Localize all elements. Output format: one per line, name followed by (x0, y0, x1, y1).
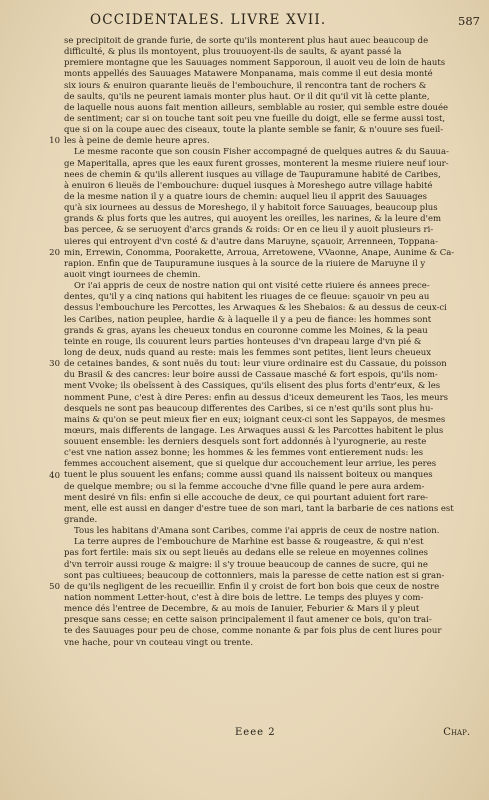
text-line: de quelque membre; ou si la femme accouche d'vne fille quand le pere aura ardem- (64, 481, 425, 492)
text-line: pas fort fertile: mais six ou sept lieuës au dedans elle se releue en moyennes colines (64, 548, 429, 559)
text-line: bas percee, & se seruoyent d'arcs grands & roids: Or en ce lieu il y auoit plusieurs ri- (64, 225, 434, 236)
text-line: de qu'ils negligent de les recueillir. Enfin il y croist de fort bon bois que ceux de nostre (64, 581, 440, 592)
text-line: grands & gras, ayans les cheueux tondus en couronne comme les Moines, & la peau (64, 325, 428, 336)
body-text (49, 36, 469, 649)
line-number-marker: 50 (49, 582, 60, 593)
text-line: c'est vne nation assez bonne; les hommes & les femmes vont entierement nuds: les (64, 448, 424, 459)
text-line: du Brasil & des cancres: leur boire aussi de Cassaue masché & fort espois, qu'ils nom- (64, 370, 438, 381)
text-line: vne hache, pour vn couteau vingt ou trente. (64, 637, 254, 648)
text-line: auoit vingt iournees de chemin. (64, 269, 201, 280)
page-header (70, 12, 480, 32)
text-line: nees de chemin & qu'ils allerent iusques au village de Taupuramune habité de Caribes, (64, 169, 441, 180)
text-line: te des Sauuages pour peu de chose, comme nonante & par fois plus de cent liures pour (64, 626, 442, 637)
text-line: premiere montagne que les Sauuages nomment Sapporoun, il auoit veu de loin de hauts (64, 58, 446, 69)
text-line: tuent le plus souuent les enfans; comme aussi quand ils naissent boiteux ou manques (64, 470, 433, 481)
line-number-marker: 10 (49, 136, 60, 147)
page-footer (70, 727, 470, 743)
text-line: Or i'ai appris de ceux de nostre nation qui ont visité cette riuiere és annees prece- (74, 281, 430, 292)
text-line: mains & qu'on se peut mieux fier en eux; ioignant ceux-ci sont les Sappayos, de mesmes (64, 414, 446, 425)
text-line: les Caribes, nation peuplee, hardie & à laquelle il y a peu de fiance: les hommes sont (64, 314, 432, 325)
text-line: de sentiment; car si on touche tant soit peu vne fueille du doigt, elle se ferme aussi tost, (64, 113, 446, 124)
text-line: La terre aupres de l'embouchure de Marhine est basse & rougeastre, & qui n'est (74, 537, 424, 548)
text-line: les à peine de demie heure apres. (64, 136, 210, 147)
text-line: Le mesme raconte que son cousin Fisher accompagné de quelques autres & du Sauua- (74, 147, 449, 158)
text-line: monts appellés des Sauuages Matawere Monpanama, mais comme il eut desia monté (64, 69, 433, 80)
text-line: nation nomment Letter-hout, c'est à dire bois de lettre. Le temps des pluyes y com- (64, 593, 424, 604)
text-line: grande. (64, 515, 98, 526)
text-line: ment Vvoke; ils obeïssent à des Cassiques, qu'ils elisent des plus forts d'entr'eux, & les (64, 381, 441, 392)
text-line: mœurs, mais differents de langage. Les Arwaques aussi & les Parcottes habitent le plus (64, 425, 444, 436)
text-line: six iours & enuiron quarante lieuës de l'embouchure, il rencontra tant de rochers & (64, 80, 427, 91)
text-line: de saults, qu'ils ne peurent iamais monter plus haut. Or il dit qu'il vit là cette plante, (64, 91, 430, 102)
text-line: souuent ensemble: les derniers desquels sont fort addonnés à l'yurognerie, au reste (64, 437, 427, 448)
text-line: mence dés l'entree de Decembre, & au mois de Ianuier, Feburier & Mars il y pleut (64, 604, 420, 615)
text-line: sont pas cultiuees; beaucoup de cottonniers, mais la paresse de cette nation est si gran- (64, 570, 445, 581)
text-line: presque sans cesse; en cette saison principalement il faut amener ce bois, qu'on trai- (64, 615, 432, 626)
text-line: que si on la coupe auec des ciseaux, toute la plante semble se fanir, & n'ouure ses fueil- (64, 125, 444, 136)
text-line: Tous les habitans d'Amana sont Caribes, comme i'ai appris de ceux de nostre nation. (74, 526, 440, 537)
text-line: rapion. Enfin que de Taupuramune iusques à la source de la riuiere de Maruyne il y (64, 258, 426, 269)
page-number: 587 (458, 14, 480, 28)
text-line: d'vn terroir aussi rouge & maigre: il s'y trouue beaucoup de cannes de sucre, qui ne (64, 559, 428, 570)
text-line: à enuiron 6 lieuës de l'embouchure: duquel iusques à Moreshego autre village habité (64, 180, 433, 191)
text-line: de laquelle nous auons fait mention ailleurs, semblable au rosier, qui semble estre douée (64, 102, 449, 113)
catchword: Chap. (443, 727, 470, 738)
text-line: difficulté, & plus ils montoyent, plus trouuoyent-ils de saults, & ayant passé la (64, 47, 402, 58)
text-line: se precipitoit de grande furie, de sorte qu'ils monterent plus haut auec beaucoup de (64, 36, 429, 46)
text-line: femmes accouchent aisement, que si quelque dur accouchement leur arriue, les peres (64, 459, 437, 470)
text-line: min, Errewin, Conomma, Poorakette, Arroua, Arretowene, VVaonne, Anape, Aunime & Ca- (64, 247, 455, 258)
text-line: nomment Pune, c'est à dire Peres: enfin au dessus d'iceux demeurent les Taos, les meurs (64, 392, 449, 403)
line-number-marker: 30 (49, 359, 60, 370)
text-line: ment, elle est aussi en danger d'estre tuee de son mari, tant la barbarie de ces nations est (64, 503, 454, 514)
text-line: dentes, qu'il y a cinq nations qui habitent les riuages de ce fleuue: sçauoir vn peu au (64, 292, 430, 303)
running-title: OCCIDENTALES. LIVRE XVII. (90, 12, 327, 28)
text-line: qu'à six iournees au dessus de Moreshego, il y habitoit force Sauuages, beaucoup plus (64, 203, 438, 214)
text-line: long de deux, nuds quand au reste: mais les femmes sont petites, lient leurs cheueux (64, 347, 431, 358)
text-line: uieres qui entroyent d'vn costé & d'autre dans Maruyne, sçauoir, Arrenneen, Toppana- (64, 236, 438, 247)
text-line: desquels ne sont pas beaucoup differentes des Caribes, si ce n'est qu'ils sont plus hu- (64, 403, 434, 414)
text-line: ge Maperitalla, apres que les eaux furent grosses, monterent la mesme riuiere neuf iour- (64, 158, 449, 169)
text-line: de cetaines bandes, & sont nuës du tout: leur viure ordinaire est du Cassaue, du poisson (64, 359, 447, 370)
line-number-marker: 20 (49, 247, 60, 258)
signature-mark: Eeee 2 (235, 727, 276, 738)
text-line: teinte en rouge, ils couurent leurs parties honteuses d'vn drapeau large d'vn pié & (64, 336, 422, 347)
text-line: dessus l'embouchure les Percottes, les Arwaques & les Shebaios: & au dessus de ceux-ci (64, 303, 447, 314)
text-line: ment desiré vn fils: enfin si elle accouche de deux, ce qui pourtant aduient fort rare- (64, 492, 428, 503)
line-number-marker: 40 (49, 470, 60, 481)
text-line: de la mesme nation il y a quatre iours de chemin: auquel lieu il apprit des Sauuages (64, 191, 427, 202)
text-line: grands & plus forts que les autres, qui auoyent les oreilles, les narines, & la leure d'em (64, 214, 442, 225)
